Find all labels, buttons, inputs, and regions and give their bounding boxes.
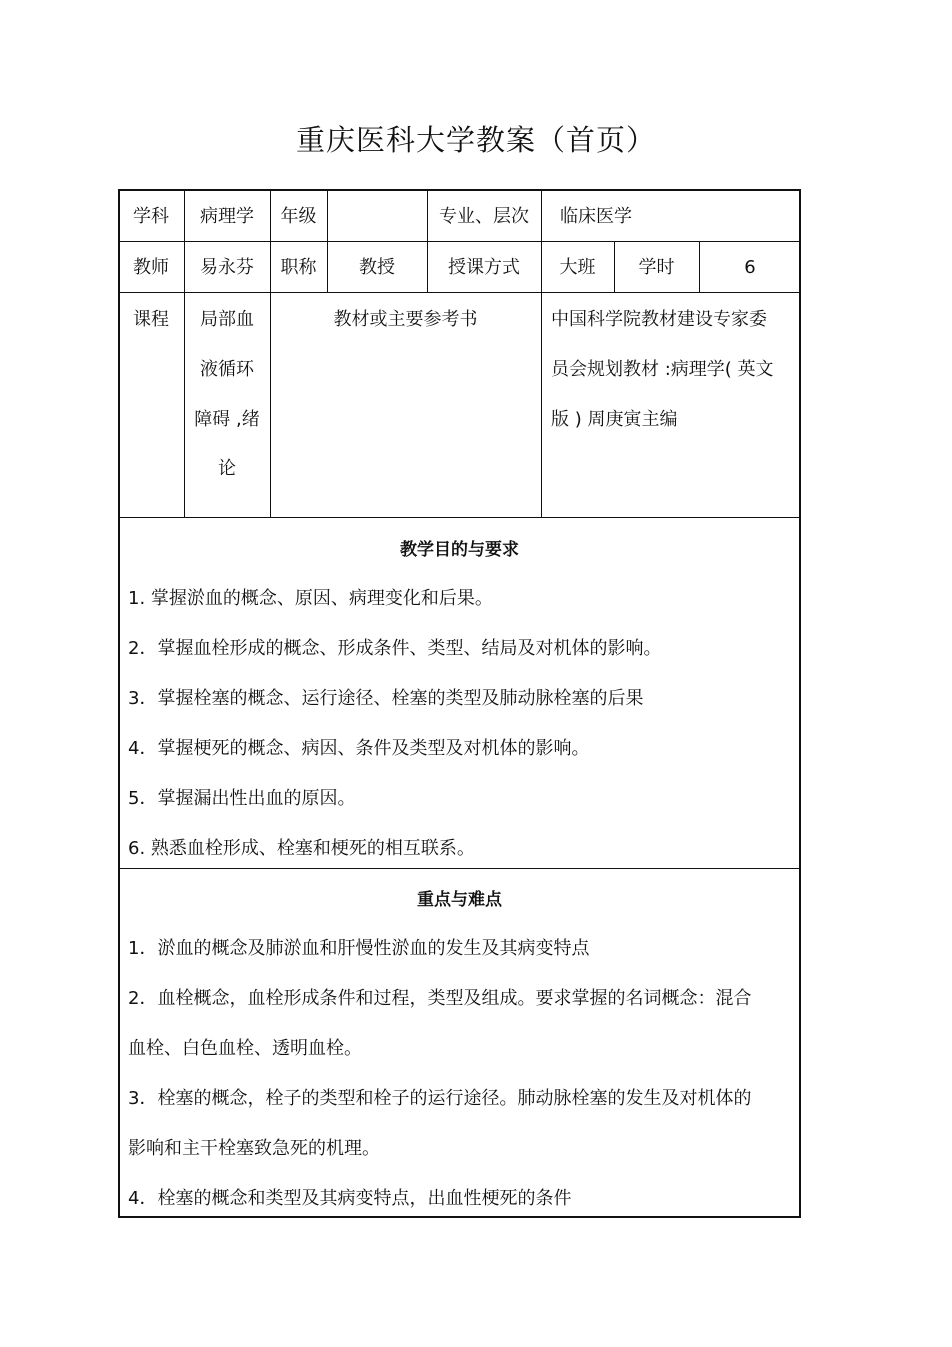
objective-item: 4．掌握梗死的概念、病因、条件及类型及对机体的影响。 (128, 738, 590, 759)
course-value-line: 液循环 (200, 359, 254, 380)
hours-value: 6 (744, 257, 756, 278)
course-label: 课程 (133, 309, 169, 330)
grade-label: 年级 (280, 206, 317, 227)
method-label: 授课方式 (448, 257, 520, 278)
objective-item: 6. 熟悉血栓形成、栓塞和梗死的相互联系。 (128, 838, 475, 859)
teacher-value: 易永芬 (200, 257, 254, 278)
keypoints-heading: 重点与难点 (417, 890, 502, 910)
book-line: 中国科学院教材建设专家委 (551, 309, 767, 330)
page-title: 重庆医科大学教案（首页） (295, 123, 656, 157)
book-line: 版 ) 周庚寅主编 (551, 409, 678, 430)
course-value-line: 障碍 ,绪 (194, 409, 260, 430)
rank-value: 教授 (359, 257, 395, 278)
objective-item: 5．掌握漏出性出血的原因。 (128, 788, 356, 809)
subject-value: 病理学 (200, 206, 254, 227)
hours-label: 学时 (638, 257, 675, 278)
course-value-line: 局部血 (200, 309, 254, 330)
course-value-line: 论 (218, 458, 236, 479)
keypoint-line: 血栓、白色血栓、透明血栓。 (128, 1038, 362, 1059)
objective-item: 2．掌握血栓形成的概念、形成条件、类型、结局及对机体的影响。 (128, 638, 662, 659)
major-value: 临床医学 (560, 206, 632, 227)
book-line: 员会规划教材 :病理学( 英文 (551, 359, 774, 380)
subject-label: 学科 (133, 206, 169, 227)
row-divider (118, 517, 801, 518)
objectives-heading: 教学目的与要求 (400, 540, 519, 560)
method-value: 大班 (559, 257, 596, 278)
objective-item: 3．掌握栓塞的概念、运行途径、栓塞的类型及肺动脉栓塞的后果 (128, 688, 644, 709)
keypoint-line: 影响和主干栓塞致急死的机理。 (128, 1138, 380, 1159)
teacher-label: 教师 (133, 257, 169, 278)
col-divider (270, 189, 271, 517)
keypoint-line: 2．血栓概念，血栓形成条件和过程，类型及组成。要求掌握的名词概念：混合 (128, 988, 752, 1009)
major-label: 专业、层次 (439, 206, 529, 227)
objective-item: 1. 掌握淤血的概念、原因、病理变化和后果。 (128, 588, 493, 609)
keypoint-line: 3．栓塞的概念，栓子的类型和栓子的运行途径。肺动脉栓塞的发生及对机体的 (128, 1088, 752, 1109)
row-divider (118, 868, 801, 869)
keypoint-line: 4．栓塞的概念和类型及其病变特点，出血性梗死的条件 (128, 1188, 572, 1209)
keypoint-line: 1．淤血的概念及肺淤血和肝慢性淤血的发生及其病变特点 (128, 938, 590, 959)
rank-label: 职称 (280, 257, 317, 278)
books-label: 教材或主要参考书 (333, 309, 478, 330)
row-divider (118, 292, 801, 293)
col-divider (541, 189, 542, 517)
